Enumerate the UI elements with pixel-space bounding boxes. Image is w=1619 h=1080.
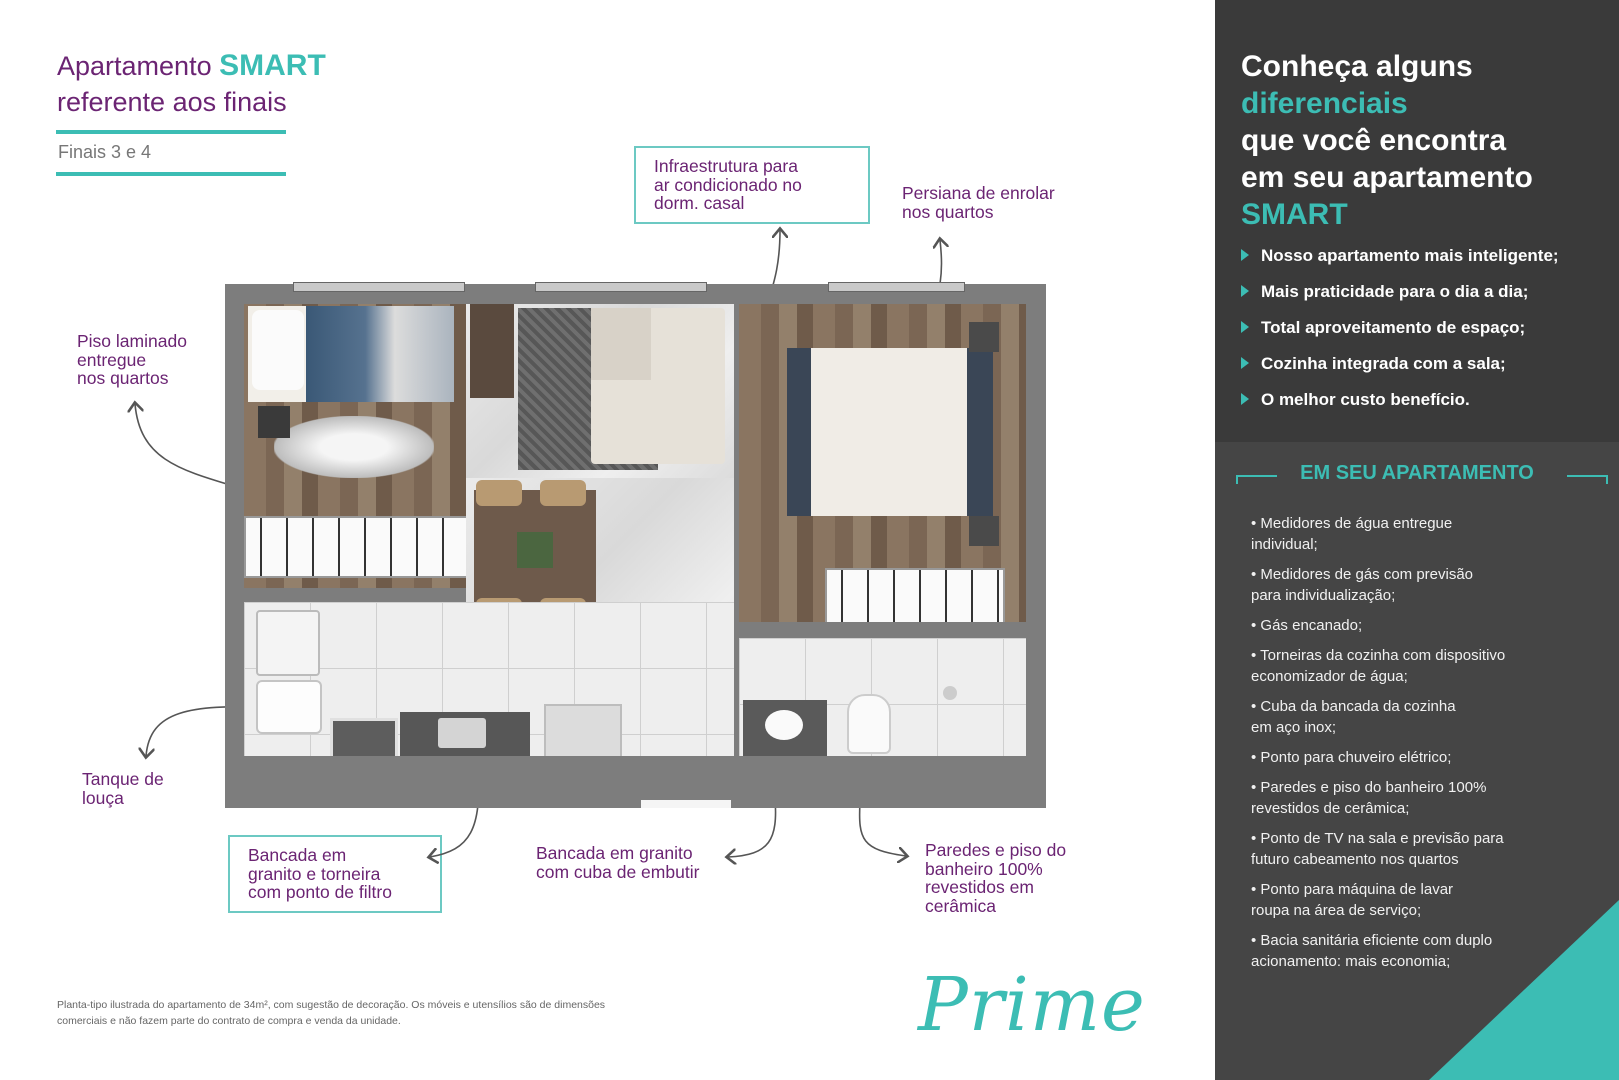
arrow-persiana bbox=[940, 240, 942, 284]
panel-heading bbox=[1241, 48, 1533, 233]
heading-line-4: em seu apartamento bbox=[1241, 161, 1533, 194]
chair bbox=[540, 480, 586, 506]
callout-bancada-cuba: Bancada em granito com cuba de embutir bbox=[536, 843, 700, 882]
kitchen-service bbox=[244, 602, 734, 756]
window-living bbox=[535, 282, 707, 292]
tv-rack bbox=[470, 304, 514, 398]
triangle-bullet-icon bbox=[1241, 321, 1249, 333]
finais-label: Finais 3 e 4 bbox=[58, 142, 152, 162]
heading-line-2: diferenciais bbox=[1241, 87, 1408, 120]
chair bbox=[476, 480, 522, 506]
title-subtitle: referente aos finais bbox=[57, 87, 287, 117]
wardrobe-1 bbox=[244, 516, 466, 578]
wardrobe-2 bbox=[825, 568, 1005, 622]
bedroom-single bbox=[244, 304, 466, 588]
heading-line-1: Conheça alguns bbox=[1241, 50, 1473, 83]
window-bedroom-2 bbox=[828, 282, 965, 292]
benefit-item: O melhor custo benefício. bbox=[1241, 386, 1559, 422]
shower-drain bbox=[943, 686, 957, 700]
callout-piso-laminado: Piso laminado entregue nos quartos bbox=[77, 331, 187, 388]
feature-item: • Medidores de água entregue individual; bbox=[1251, 515, 1453, 553]
floor-plan bbox=[225, 284, 1046, 808]
callout-persiana: Persiana de enrolar nos quartos bbox=[902, 183, 1055, 222]
arrow-paredes bbox=[860, 802, 906, 856]
benefit-item: Total aproveitamento de espaço; bbox=[1241, 314, 1559, 350]
window-bedroom-1 bbox=[293, 282, 465, 292]
fur-rug bbox=[274, 416, 434, 478]
entrance-door bbox=[641, 800, 731, 808]
kitchen-sink bbox=[438, 718, 486, 748]
stove bbox=[330, 718, 398, 756]
living-room bbox=[466, 304, 734, 478]
teal-corner-triangle bbox=[1419, 900, 1619, 1080]
feature-item: • Paredes e piso do banheiro 100% revestidos de cerâmica; bbox=[1251, 779, 1487, 817]
feature-item: • Ponto para máquina de lavar roupa na área de serviço; bbox=[1251, 881, 1454, 919]
benefit-item: Nosso apartamento mais inteligente; bbox=[1241, 242, 1559, 278]
callout-bancada-filtro: Bancada em granito e torneira com ponto de filtro bbox=[228, 835, 442, 913]
benefit-item: Cozinha integrada com a sala; bbox=[1241, 350, 1559, 386]
bed-blanket bbox=[306, 306, 454, 402]
bathroom-sink bbox=[765, 710, 803, 740]
benefits-list bbox=[1241, 242, 1559, 422]
washing-machine bbox=[256, 610, 320, 676]
section-title: EM SEU APARTAMENTO bbox=[1300, 462, 1534, 484]
prime-logo: Prime bbox=[918, 962, 1146, 1048]
feature-item: • Cuba da bancada da cozinha em aço inox; bbox=[1251, 698, 1456, 736]
benefit-item: Mais praticidade para o dia a dia; bbox=[1241, 278, 1559, 314]
callout-paredes: Paredes e piso do banheiro 100% revestidos em cerâmica bbox=[925, 840, 1067, 916]
footnote: Planta-tipo ilustrada do apartamento de 34m², com sugestão de decoração. Os móveis e utensílios são de dimensões comerciais e não fazem parte do contrato de compra e venda da unidade. bbox=[57, 999, 606, 1027]
triangle-bullet-icon bbox=[1241, 249, 1249, 261]
feature-item: • Ponto para chuveiro elétrico; bbox=[1251, 749, 1452, 766]
feature-item: • Medidores de gás com previsão para individualização; bbox=[1251, 566, 1474, 604]
triangle-bullet-icon bbox=[1241, 393, 1249, 405]
toilet bbox=[847, 694, 891, 754]
callout-tanque: Tanque de louça bbox=[82, 769, 164, 808]
heading-line-5: SMART bbox=[1241, 198, 1348, 231]
bedroom-double bbox=[739, 304, 1026, 622]
sofa-seat bbox=[591, 308, 651, 380]
fridge bbox=[544, 704, 622, 756]
table-centerpiece bbox=[517, 532, 553, 568]
headboard bbox=[967, 348, 993, 516]
title-highlight: SMART bbox=[219, 49, 326, 82]
title-prefix: Apartamento bbox=[57, 51, 212, 81]
feature-item: • Torneiras da cozinha com dispositivo economizador de água; bbox=[1251, 647, 1506, 685]
bathroom bbox=[739, 638, 1026, 756]
bed-throw bbox=[787, 348, 811, 516]
bed-pillow bbox=[252, 310, 304, 390]
triangle-bullet-icon bbox=[1241, 357, 1249, 369]
feature-item: • Ponto de TV na sala e previsão para futuro cabeamento nos quartos bbox=[1251, 830, 1504, 868]
triangle-bullet-icon bbox=[1241, 285, 1249, 297]
heading-line-3: que você encontra bbox=[1241, 124, 1507, 157]
section-rule-right bbox=[1567, 475, 1608, 477]
double-bed bbox=[787, 348, 993, 516]
section-tick-right bbox=[1606, 475, 1608, 484]
right-panel bbox=[1215, 0, 1619, 1080]
feature-item: • Gás encanado; bbox=[1251, 617, 1363, 634]
nightstand bbox=[969, 322, 999, 352]
callout-infraestrutura: Infraestrutura para ar condicionado no dorm. casal bbox=[634, 146, 870, 224]
nightstand bbox=[969, 516, 999, 546]
nightstand bbox=[258, 406, 290, 438]
feature-item: • Bacia sanitária eficiente com duplo acionamento: mais economia; bbox=[1251, 932, 1493, 970]
laundry-sink bbox=[256, 680, 322, 734]
